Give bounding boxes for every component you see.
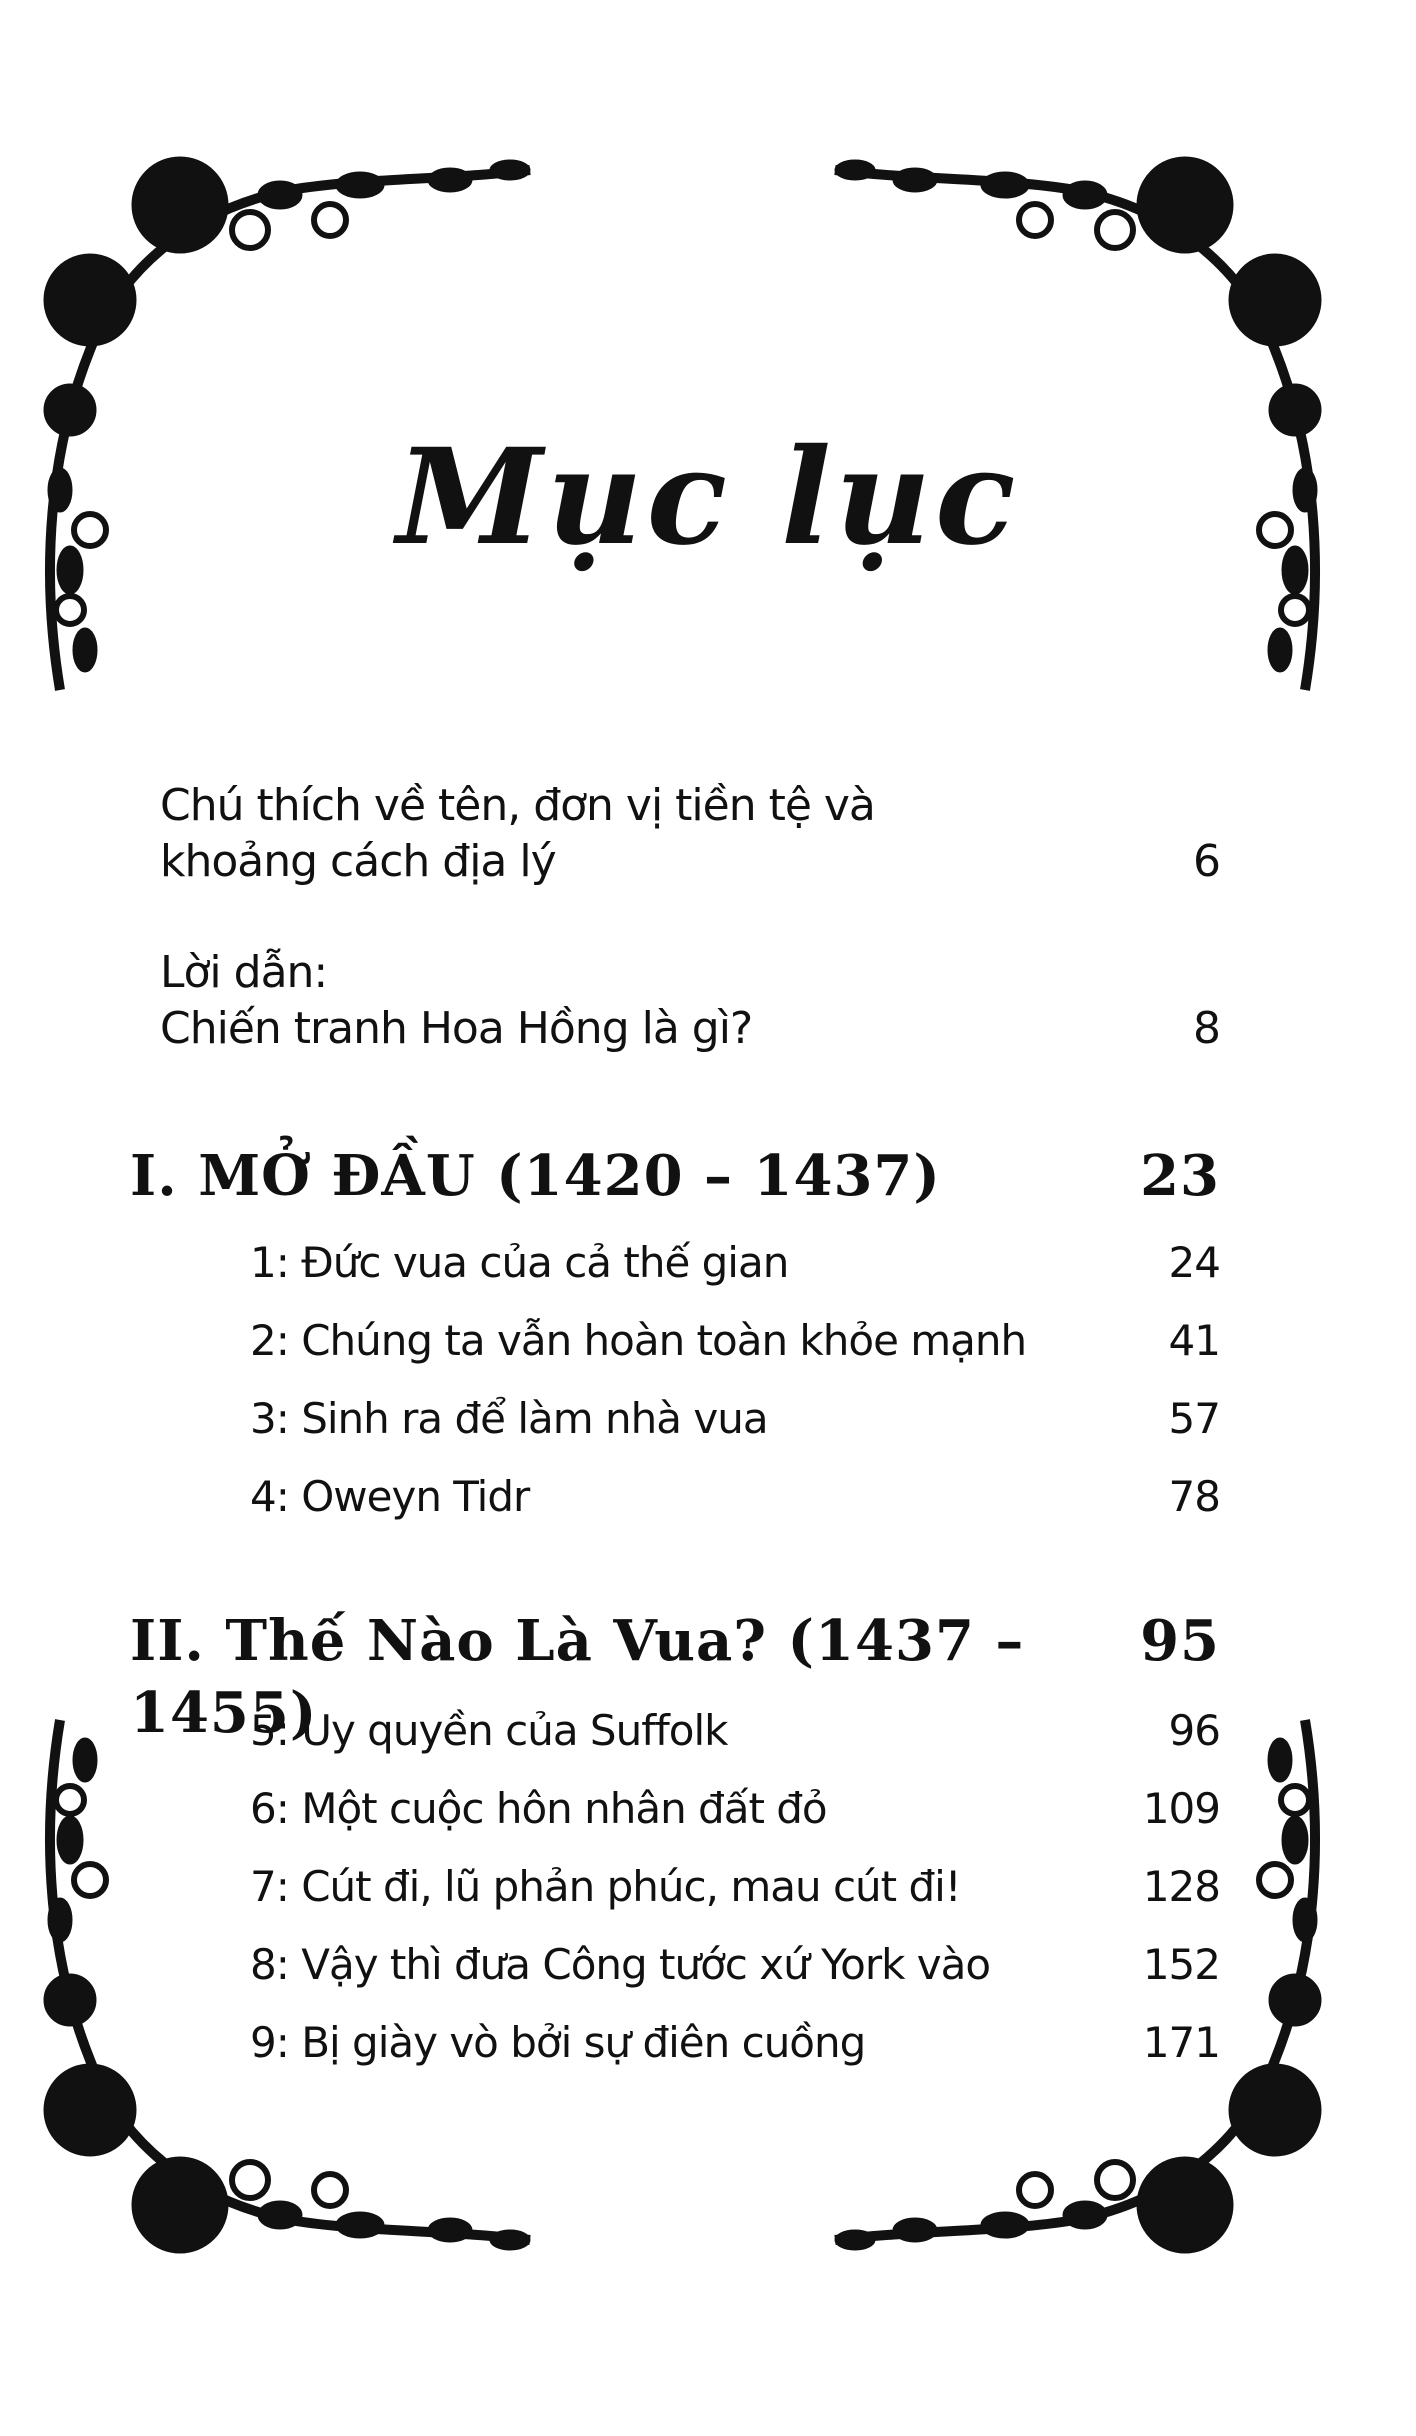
toc-page-number: 109 (1142, 1784, 1220, 1833)
toc-page-number: 171 (1142, 2018, 1220, 2067)
page-title: Mục lục (396, 420, 1020, 575)
toc-chapter-title: 9: Bị giày vò bởi sự điên cuồng (250, 2018, 866, 2067)
toc-page-number: 8 (1193, 1003, 1220, 1054)
toc-chapter-title: 5: Uy quyền của Suffolk (250, 1706, 728, 1755)
toc-part-1 (130, 1140, 1220, 1212)
toc-chapter (250, 1235, 1220, 1291)
toc-chapter-title: 8: Vậy thì đưa Công tước xứ York vào (250, 1940, 991, 1989)
toc-chapter-title: 2: Chúng ta vẫn hoàn toàn khỏe mạnh (250, 1316, 1027, 1365)
toc-page-number: 95 (1140, 1608, 1220, 1674)
toc-chapter-title: 3: Sinh ra để làm nhà vua (250, 1394, 768, 1443)
toc-page-number: 41 (1168, 1316, 1220, 1365)
toc-part-title: II. Thế Nào Là Vua? (1437 – 1455) (130, 1608, 1025, 1746)
toc-chapter-title: 4: Oweyn Tidr (250, 1472, 530, 1521)
toc-entry-notes (160, 778, 1220, 890)
toc-chapter (250, 1391, 1220, 1447)
toc-page-number: 24 (1168, 1238, 1220, 1287)
toc-page-number: 78 (1168, 1472, 1220, 1521)
toc-chapter-title: 1: Đức vua của cả thế gian (250, 1238, 789, 1287)
toc-chapter (250, 1781, 1220, 1837)
toc-chapter (250, 1469, 1220, 1525)
toc-page-number: 23 (1140, 1143, 1220, 1209)
toc-entry-line: Chú thích về tên, đơn vị tiền tệ và (160, 780, 875, 831)
toc-chapter (250, 1703, 1220, 1759)
toc-entry-line: Chiến tranh Hoa Hồng là gì? (160, 1003, 753, 1054)
toc-chapter (250, 1313, 1220, 1369)
toc-page-number: 57 (1168, 1394, 1220, 1443)
toc-chapter (250, 1859, 1220, 1915)
toc-page-number: 152 (1142, 1940, 1220, 1989)
toc-page-number: 6 (1193, 836, 1220, 887)
toc-entry-preface (160, 945, 1220, 1057)
toc-chapter (250, 1937, 1220, 1993)
toc-chapter (250, 2015, 1220, 2071)
toc-page-number: 128 (1142, 1862, 1220, 1911)
toc-page-number: 96 (1168, 1706, 1220, 1755)
toc-entry-line: Lời dẫn: (160, 947, 328, 998)
toc-part-title: I. MỞ ĐẦU (1420 – 1437) (130, 1143, 941, 1209)
toc-chapter-title: 7: Cút đi, lũ phản phúc, mau cút đi! (250, 1862, 961, 1911)
toc-entry-line: khoảng cách địa lý (160, 836, 556, 887)
toc-chapter-title: 6: Một cuộc hôn nhân đất đỏ (250, 1784, 827, 1833)
